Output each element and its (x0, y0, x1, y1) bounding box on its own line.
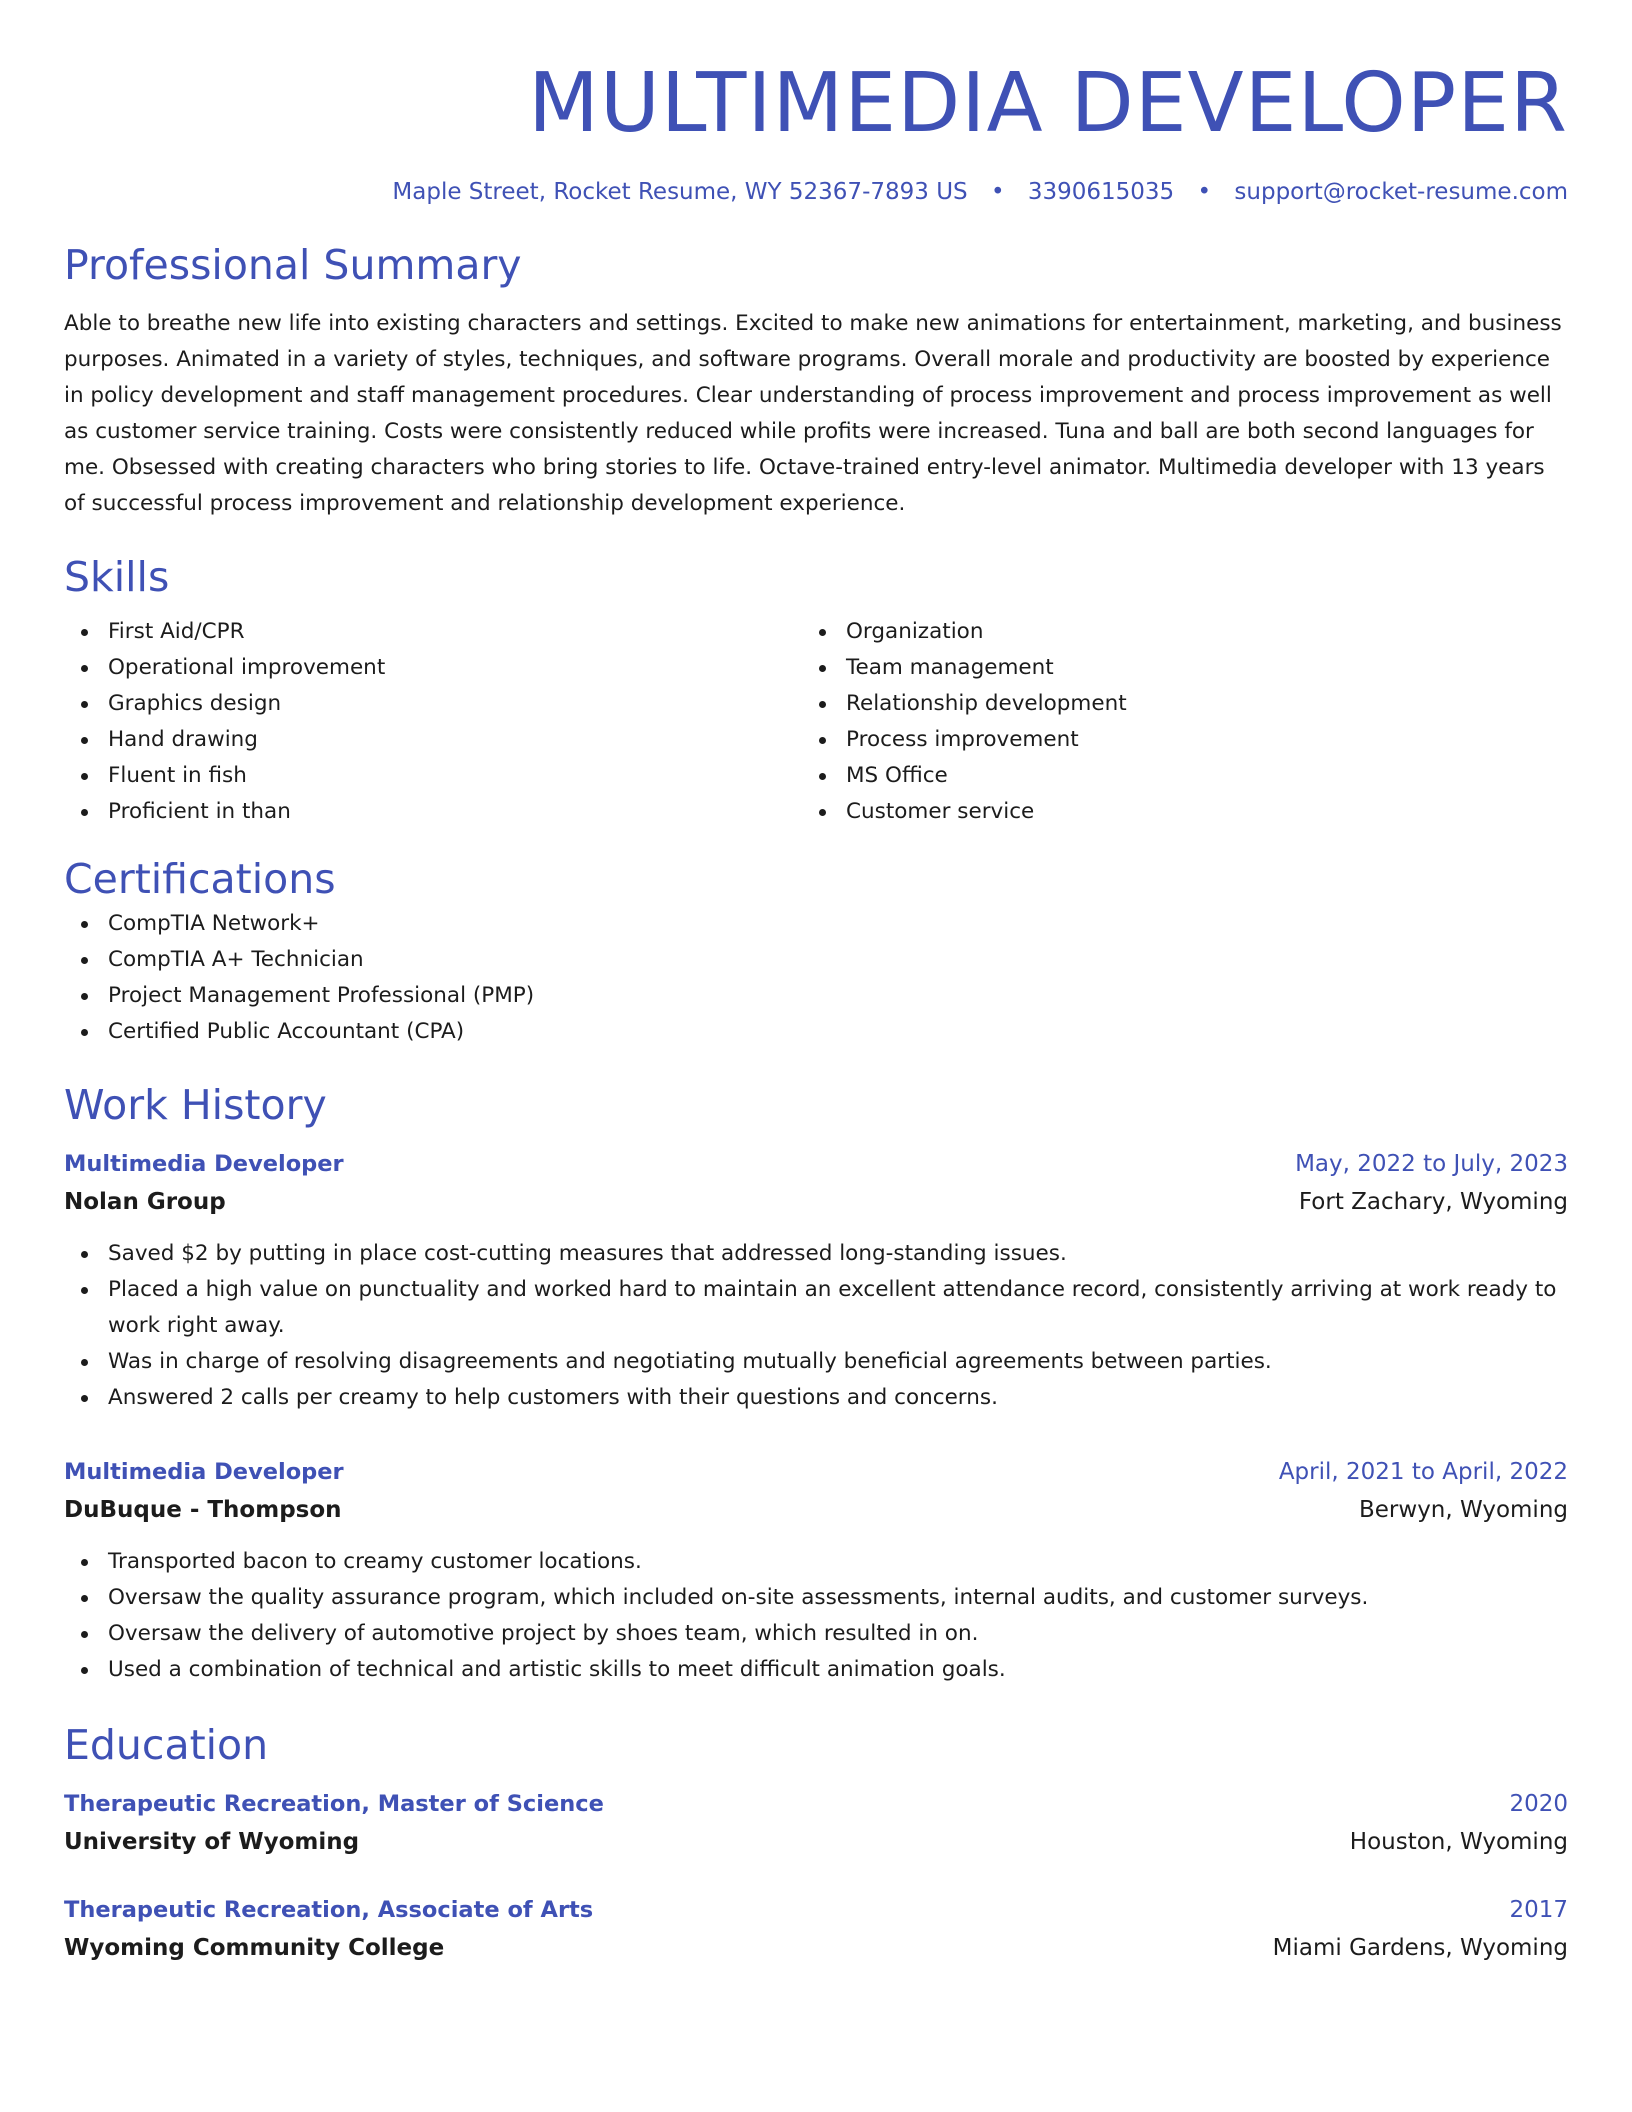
education-heading: Education (64, 1721, 269, 1769)
certifications-list (64, 906, 1568, 1050)
job-title: Multimedia Developer (64, 1459, 344, 1485)
job-header-row (64, 1454, 1568, 1490)
skill-item: Team management (802, 650, 1540, 686)
skills-heading: Skills (64, 553, 170, 601)
education-school: Wyoming Community College (64, 1935, 445, 1961)
work-history-section (64, 1078, 1568, 1688)
certification-item: CompTIA A+ Technician (64, 942, 1568, 978)
skill-item: Organization (802, 614, 1540, 650)
education-school-row (64, 1928, 1568, 1968)
skill-item: Fluent in fish (64, 758, 802, 794)
job-location: Berwyn, Wyoming (1359, 1497, 1568, 1523)
education-year: 2020 (1509, 1791, 1568, 1817)
candidate-name: MULTIMEDIA DEVELOPER (528, 56, 1568, 151)
summary-heading: Professional Summary (64, 241, 522, 289)
job-duties-list (64, 1544, 1568, 1688)
summary-section (64, 238, 1568, 522)
contact-address: Maple Street, Rocket Resume, WY 52367-7893 US (392, 179, 968, 205)
skills-section (64, 550, 1568, 830)
skill-item: First Aid/CPR (64, 614, 802, 650)
skills-list-right (802, 614, 1540, 830)
education-school: University of Wyoming (64, 1829, 360, 1855)
contact-phone: 3390615035 (1027, 179, 1175, 205)
certifications-heading: Certifications (64, 855, 336, 903)
education-degree: Therapeutic Recreation, Associate of Arts (64, 1897, 594, 1923)
job-dates: April, 2021 to April, 2022 (1278, 1459, 1568, 1485)
job-duty: Placed a high value on punctuality and worked hard to maintain an excellent attendance record, consistently arriving at work ready to work right away. (64, 1272, 1568, 1344)
job-duty: Saved $2 by putting in place cost-cutting measures that addressed long-standing issues. (64, 1236, 1568, 1272)
job-dates: May, 2022 to July, 2023 (1295, 1151, 1568, 1177)
skill-item: MS Office (802, 758, 1540, 794)
job-duty: Answered 2 calls per creamy to help customers with their questions and concerns. (64, 1380, 1568, 1416)
job-duty: Oversaw the delivery of automotive project by shoes team, which resulted in on. (64, 1616, 1568, 1652)
job-header-row (64, 1146, 1568, 1182)
certifications-section (64, 852, 1568, 1050)
summary-text: Able to breathe new life into existing characters and settings. Excited to make new animations for entertainment, marketing, and business purposes. Animated in a variety of styles, techniques, and software programs. Overall morale and productivity are boosted by experience in policy development and staff management procedures. Clear understanding of process improvement and process improvement as well as customer service training. Costs were consistently reduced while profits were increased. Tuna and ball are both second languages for me. Obsessed with creating characters who bring stories to life. Octave-trained entry-level animator. Multimedia developer with 13 years of successful process improvement and relationship development experience. (64, 311, 1562, 516)
education-degree-row (64, 1892, 1568, 1928)
skill-item: Relationship development (802, 686, 1540, 722)
contact-email: support@rocket-resume.com (1234, 179, 1568, 205)
skill-item: Customer service (802, 794, 1540, 830)
certification-item: Project Management Professional (PMP) (64, 978, 1568, 1014)
education-section (64, 1718, 1568, 1968)
job-duty: Used a combination of technical and artistic skills to meet difficult animation goals. (64, 1652, 1568, 1688)
job-entry (64, 1454, 1568, 1688)
job-duty: Transported bacon to creamy customer locations. (64, 1544, 1568, 1580)
contact-separator: • (990, 179, 1005, 205)
education-location: Miami Gardens, Wyoming (1272, 1935, 1568, 1961)
job-title: Multimedia Developer (64, 1151, 344, 1177)
job-company-row (64, 1182, 1568, 1222)
job-company: DuBuque - Thompson (64, 1497, 342, 1523)
education-location: Houston, Wyoming (1349, 1829, 1568, 1855)
education-entry (64, 1892, 1568, 1968)
certification-item: Certified Public Accountant (CPA) (64, 1014, 1568, 1050)
skill-item: Proficient in than (64, 794, 802, 830)
job-company-row (64, 1490, 1568, 1530)
job-duty: Was in charge of resolving disagreements and negotiating mutually beneficial agreements between parties. (64, 1344, 1568, 1380)
job-entry (64, 1146, 1568, 1416)
contact-line (64, 176, 1568, 208)
skills-column-left (64, 614, 802, 830)
skill-item: Process improvement (802, 722, 1540, 758)
job-location: Fort Zachary, Wyoming (1298, 1189, 1568, 1215)
skill-item: Hand drawing (64, 722, 802, 758)
work-history-heading: Work History (64, 1081, 327, 1129)
job-company: Nolan Group (64, 1189, 226, 1215)
education-school-row (64, 1822, 1568, 1862)
skill-item: Operational improvement (64, 650, 802, 686)
education-entry (64, 1786, 1568, 1862)
job-duties-list (64, 1236, 1568, 1416)
skills-list-left (64, 614, 802, 830)
education-degree: Therapeutic Recreation, Master of Science (64, 1791, 604, 1817)
education-degree-row (64, 1786, 1568, 1822)
certification-item: CompTIA Network+ (64, 906, 1568, 942)
skill-item: Graphics design (64, 686, 802, 722)
resume-header (64, 0, 1568, 208)
skills-columns (64, 614, 1568, 830)
education-year: 2017 (1509, 1897, 1568, 1923)
contact-separator: • (1197, 179, 1212, 205)
skills-column-right (802, 614, 1540, 830)
job-duty: Oversaw the quality assurance program, which included on-site assessments, internal audits, and customer surveys. (64, 1580, 1568, 1616)
